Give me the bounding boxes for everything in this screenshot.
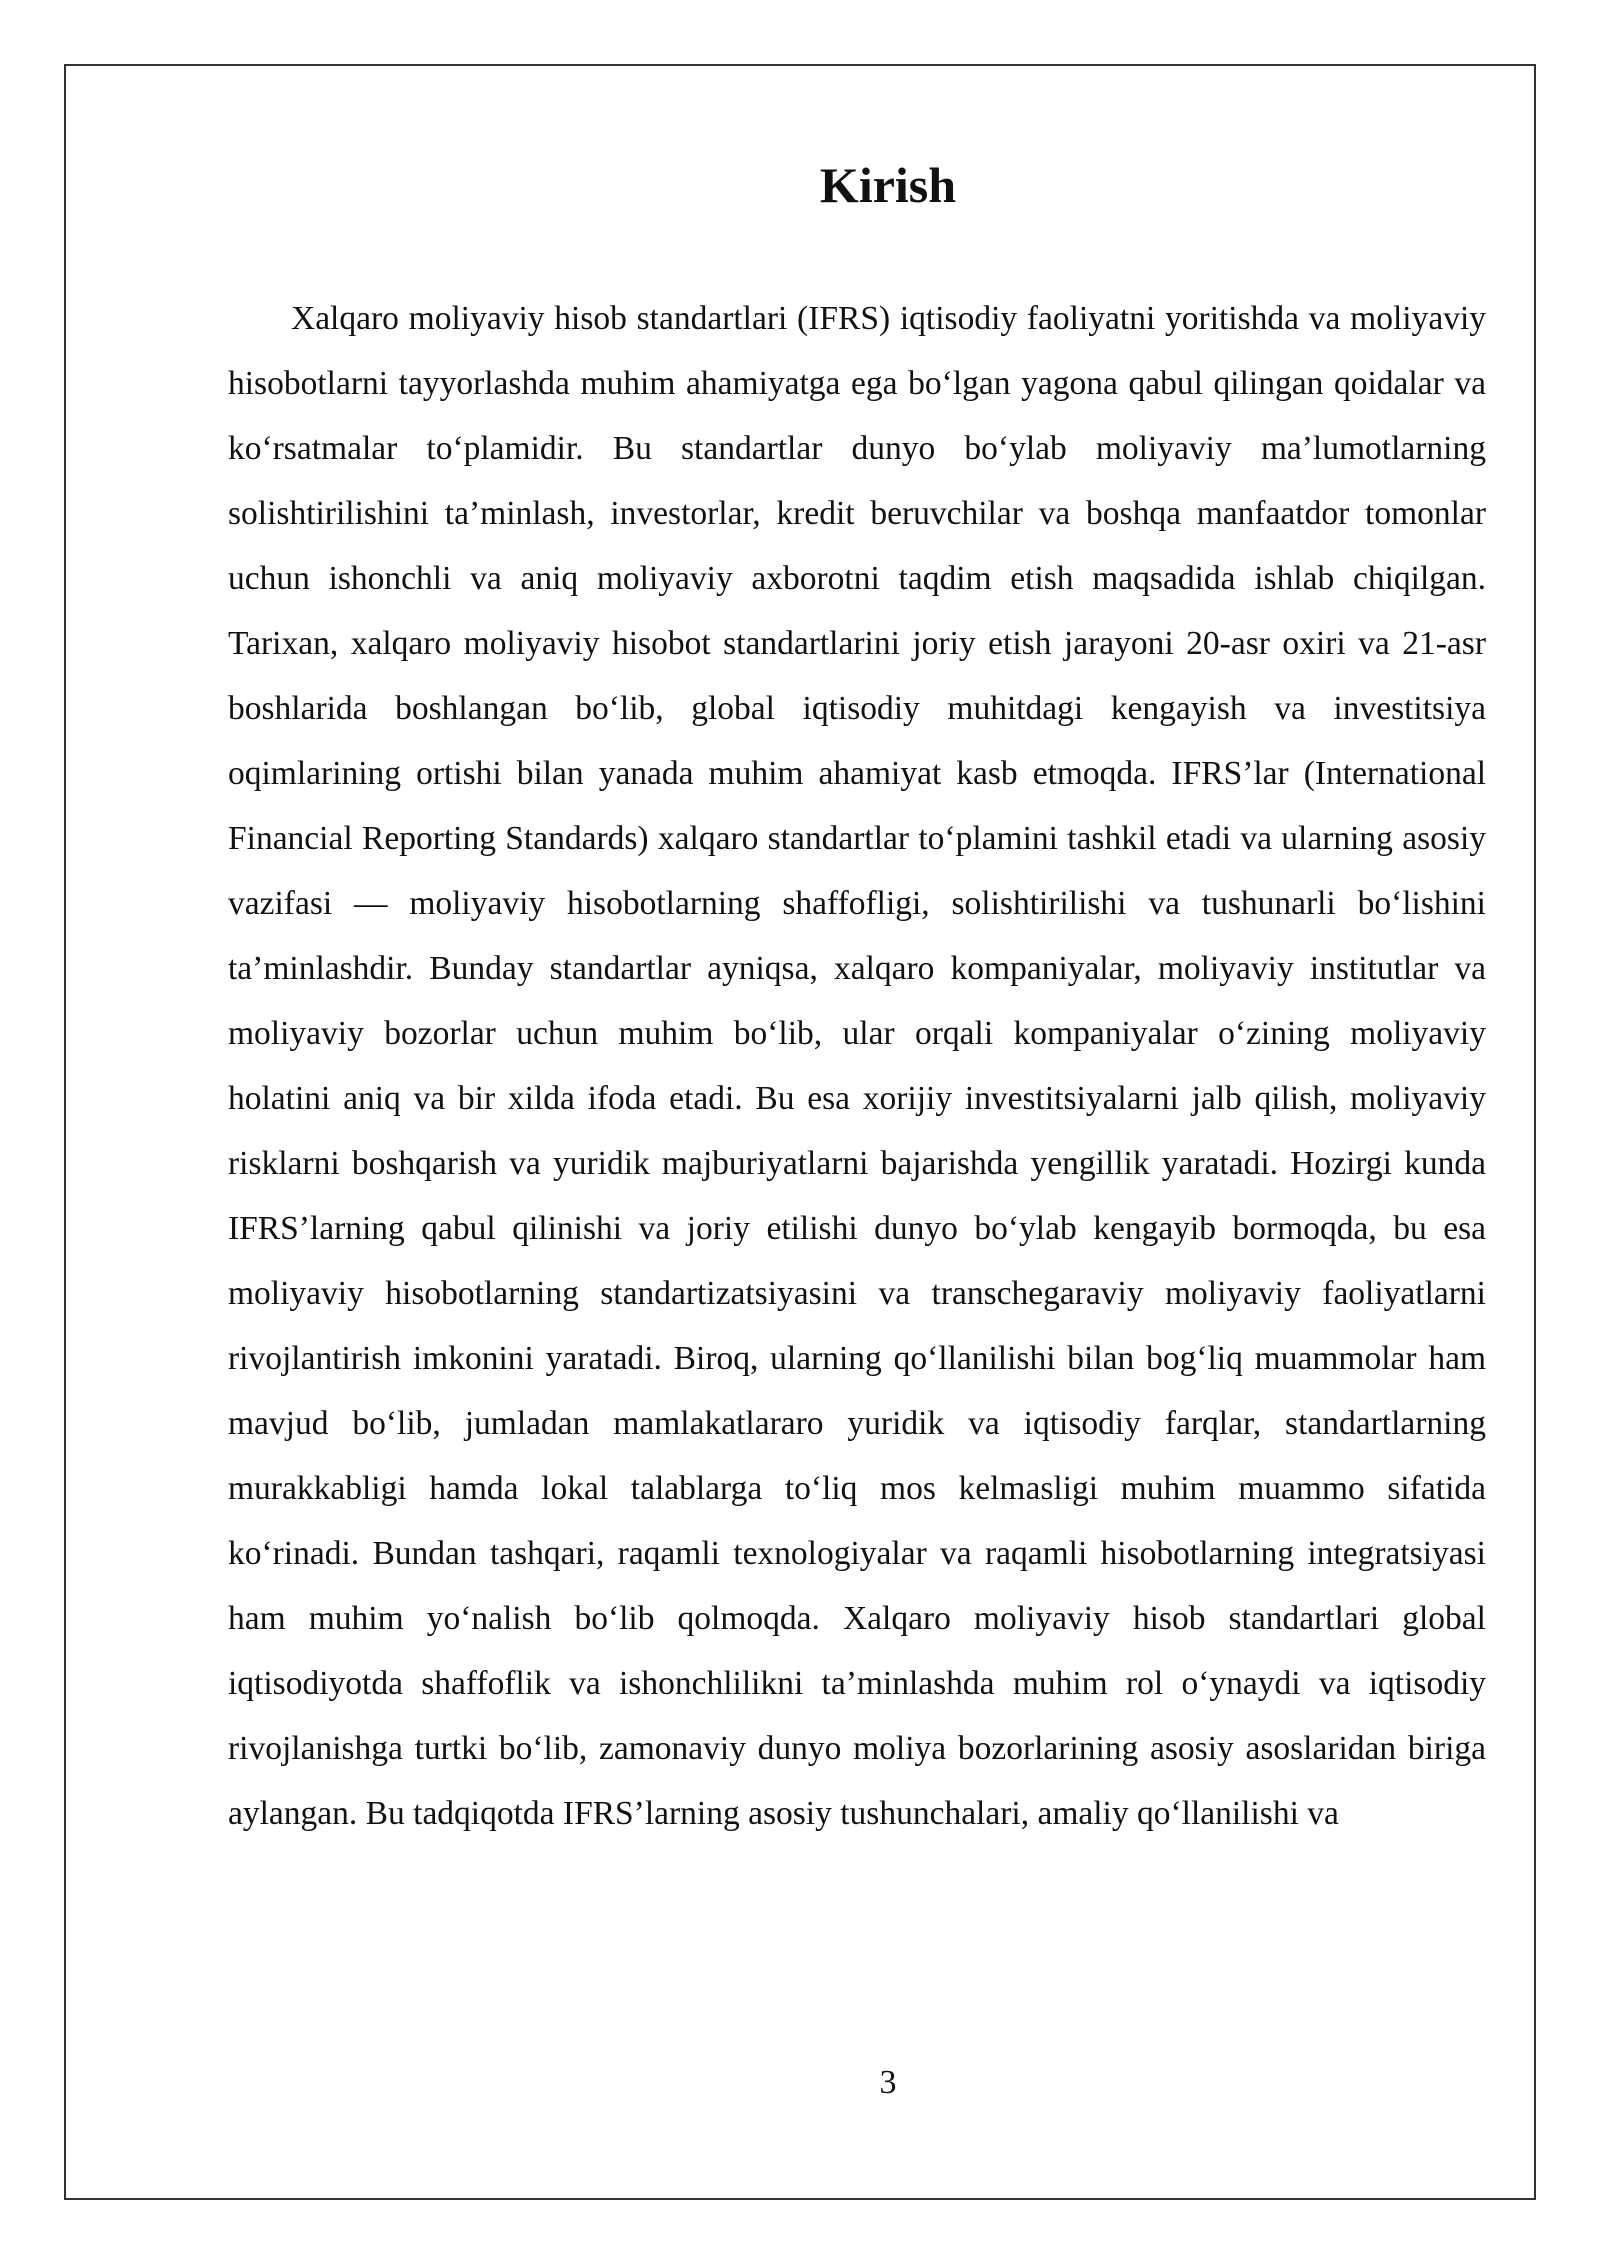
- body-paragraph: Xalqaro moliyaviy hisob standartlari (IFRS) iqtisodiy faoliyatni yoritishda va moliyaviy hisobotlarni tayyorlashda muhim ahamiyatga ega bo‘lgan yagona qabul qilingan qoidalar va ko‘rsatmalar to‘plamidir. Bu standartlar dunyo bo‘ylab moliyaviy ma’lumotlarning solishtirilishini ta’minlash, investorlar, kredit beruvchilar va boshqa manfaatdor tomonlar uchun ishonchli va aniq moliyaviy axborotni taqdim etish maqsadida ishlab chiqilgan. Tarixan, xalqaro moliyaviy hisobot standartlarini joriy etish jarayoni 20-asr oxiri va 21-asr boshlarida boshlangan bo‘lib, global iqtisodiy muhitdagi kengayish va investitsiya oqimlarining ortishi bilan yanada muhim ahamiyat kasb etmoqda. IFRS’lar (International Financial Reporting Standards) xalqaro standartlar to‘plamini tashkil etadi va ularning asosiy vazifasi — moliyaviy hisobotlarning shaffofligi, solishtirilishi va tushunarli bo‘lishini ta’minlashdir. Bunday standartlar ayniqsa, xalqaro kompaniyalar, moliyaviy institutlar va moliyaviy bozorlar uchun muhim bo‘lib, ular orqali kompaniyalar o‘zining moliyaviy holatini aniq va bir xilda ifoda etadi. Bu esa xorijiy investitsiyalarni jalb qilish, moliyaviy risklarni boshqarish va yuridik majburiyatlarni bajarishda yengillik yaratadi. Hozirgi kunda IFRS’larning qabul qilinishi va joriy etilishi dunyo bo‘ylab kengayib bormoqda, bu esa moliyaviy hisobotlarning standartizatsiyasini va transchegaraviy moliyaviy faoliyatlarni rivojlantirish imkonini yaratadi. Biroq, ularning qo‘llanilishi bilan bog‘liq muammolar ham mavjud bo‘lib, jumladan mamlakatlararo yuridik va iqtisodiy farqlar, standartlarning murakkabligi hamda lokal talablarga to‘liq mos kelmasligi muhim muammo sifatida ko‘rinadi. Bundan tashqari, raqamli texnologiyalar va raqamli hisobotlarning integratsiyasi ham muhim yo‘nalish bo‘lib qolmoqda. Xalqaro moliyaviy hisob standartlari global iqtisodiyotda shaffoflik va ishonchlilikni ta’minlashda muhim rol o‘ynaydi va iqtisodiy rivojlanishga turtki bo‘lib, zamonaviy dunyo moliya bozorlarining asosiy asoslaridan biriga aylangan. Bu tadqiqotda IFRS’larning asosiy tushunchalari, amaliy qo‘llanilishi va: [228, 300, 1486, 1832]
- page-number: 3: [879, 2064, 897, 2101]
- page-title: Kirish: [819, 157, 957, 213]
